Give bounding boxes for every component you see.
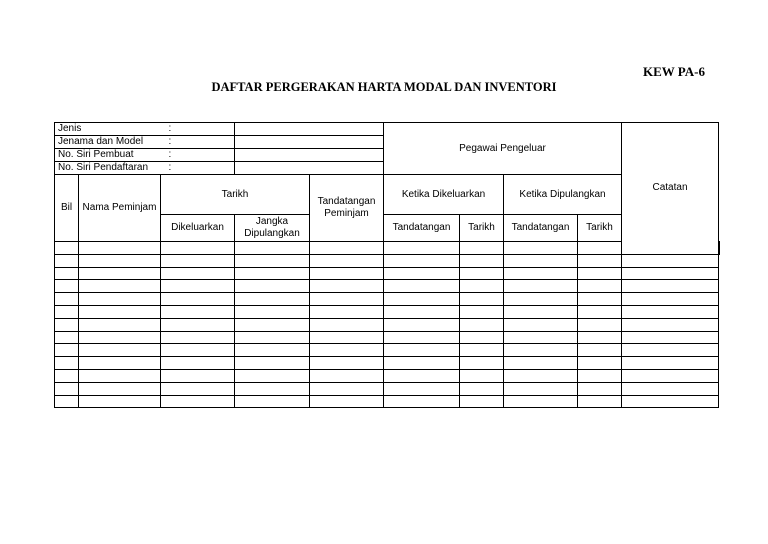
table-cell[interactable]: [578, 267, 622, 280]
table-cell[interactable]: [310, 267, 384, 280]
table-row: [55, 280, 720, 293]
table-row: [55, 267, 720, 280]
table-cell[interactable]: [79, 382, 161, 395]
table-cell[interactable]: [460, 267, 504, 280]
header-bil: Bil: [55, 175, 79, 242]
table-cell[interactable]: [578, 395, 622, 408]
table-cell[interactable]: [235, 395, 310, 408]
table-cell[interactable]: [460, 305, 504, 318]
table-cell[interactable]: [460, 369, 504, 382]
table-cell[interactable]: [310, 254, 384, 267]
info-value-field[interactable]: [235, 162, 384, 175]
table-cell[interactable]: [504, 357, 578, 370]
info-label: Jenis :: [55, 123, 235, 136]
info-value-field[interactable]: [235, 149, 384, 162]
table-cell[interactable]: [622, 357, 719, 370]
table-cell[interactable]: [622, 267, 719, 280]
table-cell[interactable]: [79, 395, 161, 408]
table-cell[interactable]: [460, 357, 504, 370]
table-cell[interactable]: [578, 242, 622, 255]
table-cell[interactable]: [504, 280, 578, 293]
form-code: KEW PA-6: [643, 64, 705, 79]
table-cell[interactable]: [235, 369, 310, 382]
table-cell[interactable]: [504, 344, 578, 357]
inventory-movement-table: [54, 122, 720, 408]
table-cell[interactable]: [235, 382, 310, 395]
table-cell[interactable]: [460, 395, 504, 408]
header-tandatangan-keluar: Tandatangan: [384, 215, 460, 242]
table-cell[interactable]: [55, 267, 79, 280]
table-cell[interactable]: [622, 254, 719, 267]
table-cell[interactable]: [504, 395, 578, 408]
table-cell[interactable]: [310, 369, 384, 382]
table-cell[interactable]: [310, 357, 384, 370]
table-cell[interactable]: [384, 280, 460, 293]
table-cell[interactable]: [622, 395, 719, 408]
table-cell[interactable]: [161, 369, 235, 382]
table-cell[interactable]: [578, 293, 622, 306]
table-cell[interactable]: [55, 395, 79, 408]
info-label: Jenama dan Model :: [55, 136, 235, 149]
table-cell[interactable]: [55, 357, 79, 370]
info-label: No. Siri Pendaftaran :: [55, 162, 235, 175]
table-cell[interactable]: [504, 293, 578, 306]
table-cell[interactable]: [310, 382, 384, 395]
header-ketika-dikeluarkan: Ketika Dikeluarkan: [384, 175, 504, 215]
table-cell[interactable]: [578, 254, 622, 267]
table-cell[interactable]: [161, 395, 235, 408]
table-cell[interactable]: [79, 369, 161, 382]
table-cell[interactable]: [622, 318, 719, 331]
table-cell[interactable]: [161, 242, 235, 255]
table-cell[interactable]: [79, 305, 161, 318]
table-cell[interactable]: [460, 331, 504, 344]
table-cell[interactable]: [504, 318, 578, 331]
table-row: [55, 357, 720, 370]
table-cell[interactable]: [161, 280, 235, 293]
table-cell[interactable]: [384, 369, 460, 382]
table-cell[interactable]: [384, 395, 460, 408]
table-cell[interactable]: [55, 318, 79, 331]
table-cell[interactable]: [504, 305, 578, 318]
table-cell[interactable]: [622, 382, 719, 395]
info-row-jenis: [55, 123, 720, 136]
table-cell[interactable]: [384, 267, 460, 280]
table-cell[interactable]: [161, 331, 235, 344]
info-label: No. Siri Pembuat :: [55, 149, 235, 162]
table-row: [55, 331, 720, 344]
table-cell[interactable]: [719, 242, 720, 255]
header-jangka-dipulangkan: Jangka Dipulangkan: [235, 215, 310, 242]
table-cell[interactable]: [460, 382, 504, 395]
table-cell[interactable]: [55, 242, 79, 255]
table-cell[interactable]: [310, 344, 384, 357]
table-cell[interactable]: [384, 331, 460, 344]
table-cell[interactable]: [622, 344, 719, 357]
table-cell[interactable]: [310, 318, 384, 331]
table-cell[interactable]: [310, 395, 384, 408]
table-cell[interactable]: [384, 305, 460, 318]
table-row: [55, 318, 720, 331]
table-cell[interactable]: [622, 293, 719, 306]
table-cell[interactable]: [578, 305, 622, 318]
table-cell[interactable]: [55, 369, 79, 382]
table-cell[interactable]: [622, 305, 719, 318]
table-cell[interactable]: [79, 280, 161, 293]
info-value-field[interactable]: [235, 136, 384, 149]
header-tarikh: Tarikh: [161, 175, 310, 215]
table-cell[interactable]: [460, 254, 504, 267]
table-row: [55, 382, 720, 395]
table-cell[interactable]: [55, 344, 79, 357]
table-cell[interactable]: [79, 357, 161, 370]
table-cell[interactable]: [460, 280, 504, 293]
table-row: [55, 395, 720, 408]
table-cell[interactable]: [235, 305, 310, 318]
table-cell[interactable]: [460, 318, 504, 331]
table-cell[interactable]: [504, 382, 578, 395]
table-cell[interactable]: [622, 331, 719, 344]
table-cell[interactable]: [384, 357, 460, 370]
table-cell[interactable]: [161, 357, 235, 370]
header-nama-peminjam: Nama Peminjam: [79, 175, 161, 242]
header-ketika-dipulangkan: Ketika Dipulangkan: [504, 175, 622, 215]
info-value-field[interactable]: [235, 123, 384, 136]
table-cell[interactable]: [235, 331, 310, 344]
table-cell[interactable]: [161, 305, 235, 318]
table-cell[interactable]: [310, 242, 384, 255]
header-tandatangan-peminjam: Tandatangan Peminjam: [310, 175, 384, 242]
table-cell[interactable]: [384, 293, 460, 306]
table-cell[interactable]: [504, 254, 578, 267]
table-cell[interactable]: [504, 242, 578, 255]
table-row: [55, 293, 720, 306]
table-cell[interactable]: [235, 344, 310, 357]
table-cell[interactable]: [622, 280, 719, 293]
table-cell[interactable]: [384, 318, 460, 331]
table-cell[interactable]: [79, 242, 161, 255]
table-row: [55, 305, 720, 318]
table-cell[interactable]: [161, 382, 235, 395]
table-cell[interactable]: [161, 254, 235, 267]
table-cell[interactable]: [504, 331, 578, 344]
table-cell[interactable]: [622, 369, 719, 382]
table-cell[interactable]: [310, 305, 384, 318]
table-cell[interactable]: [79, 267, 161, 280]
table-cell[interactable]: [79, 293, 161, 306]
table-cell[interactable]: [79, 318, 161, 331]
table-cell[interactable]: [55, 293, 79, 306]
table-row: [55, 369, 720, 382]
header-catatan: Catatan: [622, 123, 719, 255]
table-cell[interactable]: [55, 280, 79, 293]
table-cell[interactable]: [235, 318, 310, 331]
table-cell[interactable]: [578, 280, 622, 293]
table-cell[interactable]: [310, 331, 384, 344]
table-cell[interactable]: [235, 242, 310, 255]
table-cell[interactable]: [235, 293, 310, 306]
table-cell[interactable]: [578, 344, 622, 357]
table-cell[interactable]: [578, 382, 622, 395]
table-cell[interactable]: [578, 357, 622, 370]
table-cell[interactable]: [55, 254, 79, 267]
table-cell[interactable]: [235, 280, 310, 293]
table-cell[interactable]: [55, 305, 79, 318]
header-tandatangan-pulang: Tandatangan: [504, 215, 578, 242]
table-cell[interactable]: [504, 267, 578, 280]
table-cell[interactable]: [310, 293, 384, 306]
table-cell[interactable]: [578, 369, 622, 382]
header-tarikh-keluar: Tarikh: [460, 215, 504, 242]
table-row: [55, 344, 720, 357]
table-cell[interactable]: [460, 242, 504, 255]
table-cell[interactable]: [161, 267, 235, 280]
table-cell[interactable]: [384, 344, 460, 357]
table-cell[interactable]: [384, 254, 460, 267]
header-pegawai-pengeluar: Pegawai Pengeluar: [384, 123, 622, 175]
table-cell[interactable]: [55, 331, 79, 344]
page-title: DAFTAR PERGERAKAN HARTA MODAL DAN INVENTORI: [211, 80, 557, 94]
table-cell[interactable]: [384, 242, 460, 255]
table-cell[interactable]: [55, 382, 79, 395]
header-tarikh-pulang: Tarikh: [578, 215, 622, 242]
table-cell[interactable]: [460, 293, 504, 306]
table-cell[interactable]: [235, 357, 310, 370]
header-dikeluarkan: Dikeluarkan: [161, 215, 235, 242]
table-cell[interactable]: [79, 254, 161, 267]
table-row: [55, 254, 720, 267]
table-cell[interactable]: [161, 318, 235, 331]
table-cell[interactable]: [161, 293, 235, 306]
header-row-1: [55, 175, 720, 215]
table-cell[interactable]: [578, 318, 622, 331]
table-row: [55, 242, 720, 255]
table-cell[interactable]: [235, 267, 310, 280]
table-cell[interactable]: [79, 344, 161, 357]
table-cell[interactable]: [384, 382, 460, 395]
table-cell[interactable]: [310, 280, 384, 293]
table-cell[interactable]: [79, 331, 161, 344]
table-cell[interactable]: [235, 254, 310, 267]
table-cell[interactable]: [161, 344, 235, 357]
table-cell[interactable]: [504, 369, 578, 382]
table-cell[interactable]: [460, 344, 504, 357]
table-cell[interactable]: [578, 331, 622, 344]
